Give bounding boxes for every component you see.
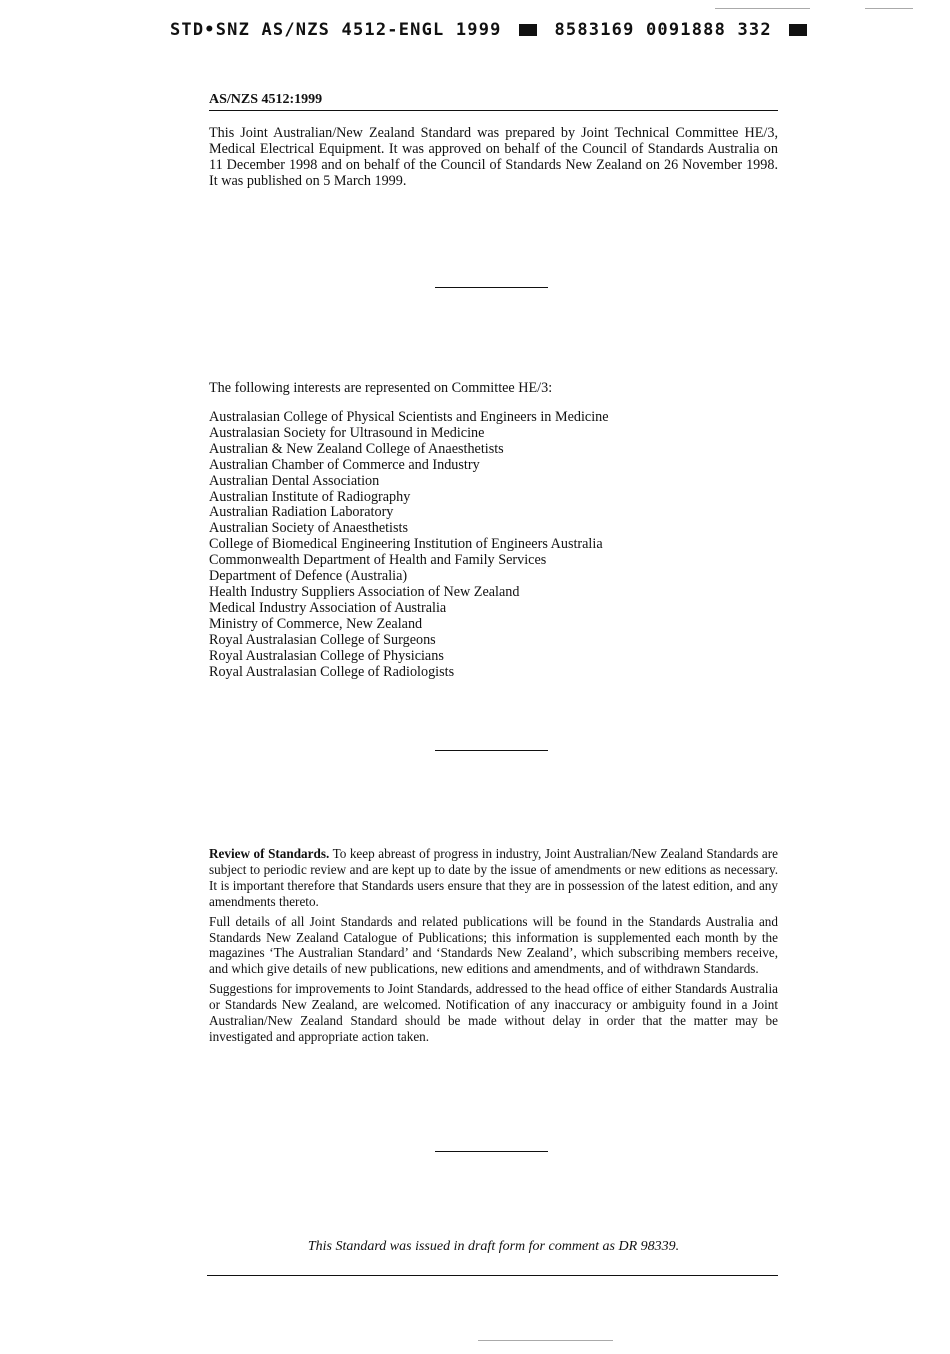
- review-of-standards: [209, 846, 778, 1049]
- scan-artifact: [478, 1340, 613, 1341]
- interest-item: Australasian College of Physical Scientists and Engineers in Medicine: [209, 409, 609, 425]
- section-divider: [435, 750, 548, 751]
- section-divider: [435, 287, 548, 288]
- barcode-block-mark: [789, 24, 807, 36]
- interest-item: Commonwealth Department of Health and Family Services: [209, 552, 547, 569]
- interest-item: Royal Australasian College of Surgeons: [209, 631, 436, 648]
- document-id-left: STD•SNZ AS/NZS 4512-ENGL 1999: [170, 20, 502, 40]
- standard-code: AS/NZS 4512:1999: [209, 92, 778, 111]
- interests-list: [209, 410, 609, 680]
- footer-rule: [207, 1275, 778, 1276]
- preparation-statement: This Joint Australian/New Zealand Standard was prepared by Joint Technical Committee HE/3, Medical Electrical Equipment. It was approved on behalf of the Council of Standards Australia on 11 December 1998 and on behalf of the Council of Standards New Zealand on 26 November 1998. It was published on 5 March 1999.: [209, 125, 778, 189]
- barcode-block-mark: [519, 24, 537, 36]
- document-id-header: [170, 20, 810, 40]
- interest-item: Australian Society of Anaesthetists: [209, 520, 408, 537]
- document-id-right: 8583169 0091888 332: [554, 20, 772, 40]
- interest-item: Australian & New Zealand College of Anaesthetists: [209, 440, 504, 457]
- review-text: To keep abreast of progress in industry, Joint Australian/New Zealand Standards are subject to periodic review and are kept up to date by the issue of amendments or new editions as necessary. It is important therefore that Standards users ensure that they are in possession of the latest edition, and any amendments thereto.: [209, 846, 778, 909]
- interest-item: Health Industry Suppliers Association of New Zealand: [209, 583, 520, 600]
- review-heading: Review of Standards.: [209, 846, 330, 861]
- interest-item: Australian Radiation Laboratory: [209, 504, 394, 521]
- interests-intro: The following interests are represented on Committee HE/3:: [209, 380, 553, 396]
- interest-item: Department of Defence (Australia): [209, 568, 408, 585]
- interest-item: Medical Industry Association of Australia: [209, 599, 447, 616]
- scan-artifact: [865, 8, 913, 9]
- interest-item: Royal Australasian College of Radiologists: [209, 663, 455, 680]
- interest-item: Royal Australasian College of Physicians: [209, 647, 444, 664]
- review-paragraph: [209, 846, 778, 910]
- review-paragraph: Full details of all Joint Standards and related publications will be found in the Standards Australia and Standards New Zealand Catalogue of Publications; this information is supplemented each month by the magazines ‘The Australian Standard’ and ‘Standards New Zealand’, which subscribing members receive, and which give details of new publications, new editions and amendments, and of withdrawn Standards.: [209, 913, 778, 977]
- interest-item: Australasian Society for Ultrasound in Medicine: [209, 424, 485, 441]
- scan-artifact: [715, 8, 810, 9]
- interest-item: Australian Dental Association: [209, 472, 380, 489]
- interest-item: Australian Chamber of Commerce and Industry: [209, 456, 480, 473]
- draft-note: This Standard was issued in draft form for comment as DR 98339.: [307, 1239, 680, 1254]
- interest-item: Ministry of Commerce, New Zealand: [209, 615, 423, 632]
- interest-item: College of Biomedical Engineering Institution of Engineers Australia: [209, 536, 603, 553]
- section-divider: [435, 1151, 548, 1152]
- review-paragraph: Suggestions for improvements to Joint Standards, addressed to the head office of either Standards Australia or Standards New Zealand, are welcomed. Notification of any inaccuracy or ambiguity found in a Joint Australian/New Zealand Standard should be made without delay in order that the matter may be investigated and appropriate action taken.: [209, 981, 778, 1044]
- interest-item: Australian Institute of Radiography: [209, 488, 411, 505]
